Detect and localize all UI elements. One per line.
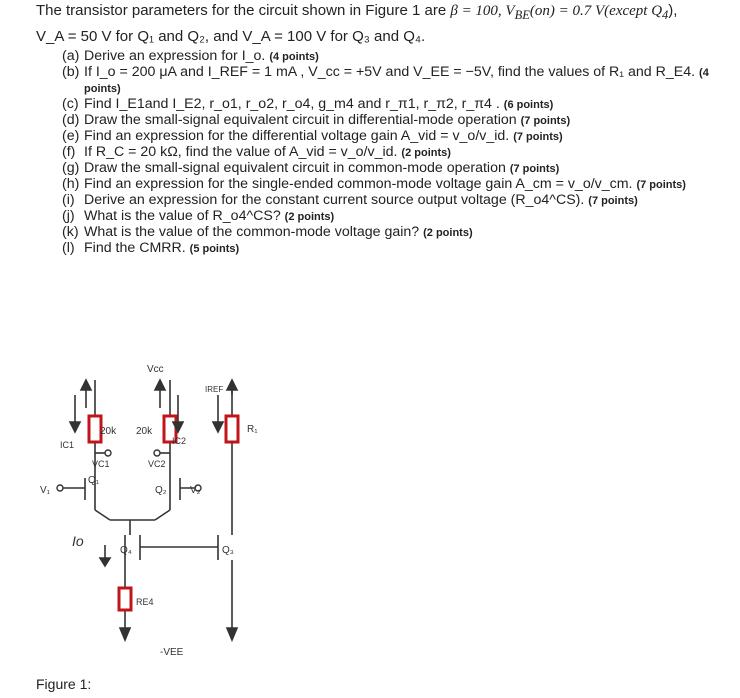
question-text: What is the value of R_o4^CS? (2 points) [84, 208, 335, 224]
q1-emitter-wire [95, 510, 110, 520]
question-label: (b) [62, 64, 80, 80]
vc1-terminal [105, 450, 111, 456]
problem-intro [36, 0, 736, 47]
question-label: (g) [62, 160, 80, 176]
question-item [62, 240, 732, 256]
question-text: Draw the small-signal equivalent circuit in differential-mode operation (7 points) [84, 112, 571, 128]
question-points: (7 points) [509, 163, 560, 175]
r1-label: R₁ [247, 424, 258, 435]
question-label: (e) [62, 128, 80, 144]
question-item [62, 224, 732, 240]
intro-line-1: The transistor parameters for the circuit shown in Figure 1 are β = 100, $V_{BE}(on) = 0.7$ V(except $Q_4$), [36, 2, 678, 22]
question-points: (4 points) [269, 51, 319, 63]
figure-caption: Figure 1: [36, 676, 92, 692]
circuit-diagram [0, 350, 740, 680]
question-list [62, 48, 732, 256]
io-label: Io [72, 533, 84, 549]
vc1-label: VC1 [92, 459, 110, 469]
question-points: (7 points) [520, 115, 571, 127]
v1-terminal [57, 485, 63, 491]
question-points: (7 points) [636, 179, 686, 191]
vc2-label: VC2 [148, 459, 166, 469]
q3-label: Q₃ [222, 545, 234, 556]
rc-right-label: 20k [136, 426, 153, 437]
question-points: (2 points) [284, 211, 335, 223]
question-label: (h) [62, 176, 80, 192]
question-points: (5 points) [189, 243, 240, 255]
question-item [62, 64, 732, 96]
question-item [62, 112, 732, 128]
r1-resistor [226, 416, 238, 442]
question-text: What is the value of the common-mode voltage gain? (2 points) [84, 224, 473, 240]
ic1-arrow-icon [70, 422, 80, 432]
question-item [62, 208, 732, 224]
io-arrow-icon [100, 558, 110, 566]
up-arrow-icon [155, 380, 165, 390]
intro-line-2: V_A = 50 V for Q₁ and Q₂, and V_A = 100 V for Q₃ and Q₄. [36, 28, 426, 45]
question-item [62, 160, 732, 176]
question-points: (6 points) [503, 99, 554, 111]
re4-label: RE4 [136, 597, 154, 607]
question-label: (k) [62, 224, 79, 240]
ic1-label: IC1 [60, 440, 75, 450]
question-label: (i) [62, 192, 75, 208]
question-item [62, 144, 732, 160]
rc-left-label: 20k [100, 426, 117, 437]
question-label: (c) [62, 96, 79, 112]
q2-label: Q₂ [155, 485, 167, 496]
question-text: Derive an expression for the constant current source output voltage (R_o4^CS). (7 points) [84, 192, 638, 208]
q2-emitter-wire [155, 510, 170, 520]
iref-label: IREF [205, 385, 224, 394]
v1-label: V₁ [40, 485, 51, 496]
question-points: (7 points) [513, 131, 563, 143]
question-points: (2 points) [423, 227, 473, 239]
re4-resistor [119, 588, 131, 610]
question-text: Find I_E1and I_E2, r_o1, r_o2, r_o4, g_m4 and r_π1, r_π2, r_π4 . (6 points) [84, 96, 554, 112]
question-text: If R_C = 20 kΩ, find the value of A_vid = v_o/v_id. (2 points) [84, 144, 451, 160]
up-arrow-icon [81, 380, 91, 390]
vc2-terminal [154, 450, 160, 456]
down-arrow-icon [227, 628, 237, 640]
question-points: (2 points) [401, 147, 451, 159]
question-item [62, 176, 732, 192]
question-label: (f) [62, 144, 76, 160]
question-text: Draw the small-signal equivalent circuit in common-mode operation (7 points) [84, 160, 560, 176]
iref-arrow-icon [213, 422, 223, 432]
q4-label: Q₄ [120, 545, 132, 556]
question-label: (l) [62, 240, 75, 256]
question-text: Find an expression for the single-ended common-mode voltage gain A_cm = v_o/v_cm. (7 points) [84, 176, 686, 192]
question-points: (4 points) [84, 67, 709, 95]
question-text: Derive an expression for I_o. (4 points) [84, 48, 319, 64]
question-item [62, 48, 732, 64]
question-label: (j) [62, 208, 75, 224]
vee-label: -VEE [160, 647, 184, 658]
q1-label: Q₁ [88, 475, 100, 486]
question-points: (7 points) [588, 195, 638, 207]
question-text: If I_o = 200 μA and I_REF = 1 mA , V_cc = +5V and V_EE = −5V, find the values of R₁ and R_E4. (4 points) [84, 64, 709, 95]
question-item [62, 96, 732, 112]
up-arrow-icon [227, 380, 237, 390]
question-label: (a) [62, 48, 80, 64]
ic2-label: IC2 [172, 436, 187, 446]
question-item [62, 128, 732, 144]
question-text: Find an expression for the differential voltage gain A_vid = v_o/v_id. (7 points) [84, 128, 563, 144]
question-label: (d) [62, 112, 80, 128]
v2-label: V₂ [190, 485, 201, 496]
down-arrow-icon [120, 628, 130, 640]
vcc-label: Vcc [147, 364, 164, 375]
question-text: Find the CMRR. (5 points) [84, 240, 240, 256]
question-item [62, 192, 732, 208]
